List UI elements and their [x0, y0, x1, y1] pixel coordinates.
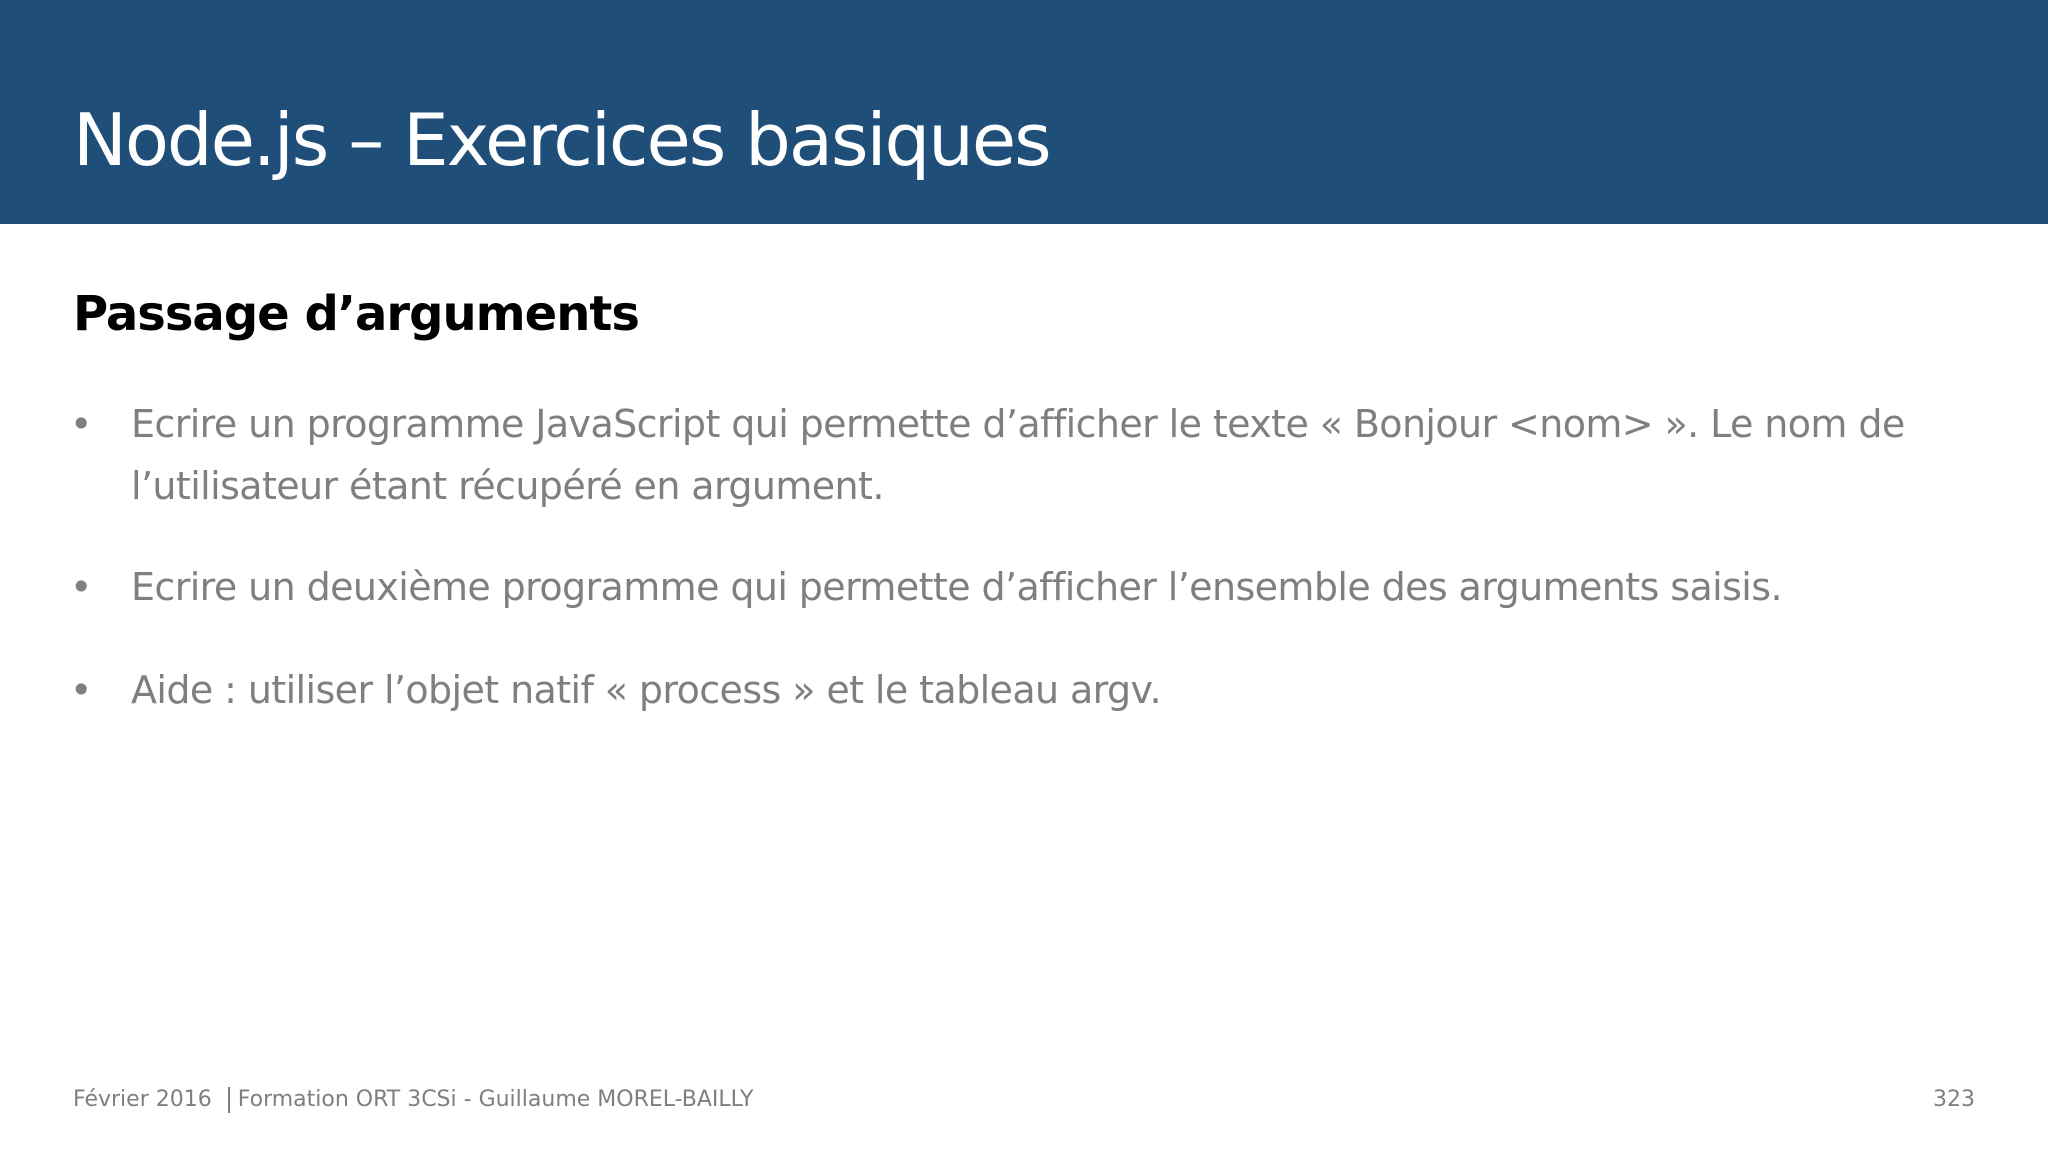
bullet-text: Ecrire un programme JavaScript qui permette d’afficher le texte « Bonjour <nom> ». Le nom de l’utilisateur étant récupéré en argument. — [131, 402, 1905, 508]
footer-divider — [228, 1087, 230, 1113]
bullet-marker: • — [70, 402, 93, 446]
page-number: 323 — [1933, 1087, 1975, 1112]
slide-title: Node.js – Exercices basiques — [73, 98, 1050, 182]
footer-left — [73, 1085, 753, 1115]
footer-course: Formation ORT 3CSi - Guillaume MOREL-BAILLY — [237, 1087, 754, 1112]
bullet-text: Aide : utiliser l’objet natif « process » et le tableau argv. — [131, 668, 1161, 712]
bullet-marker: • — [70, 565, 93, 609]
footer-date: Février 2016 — [73, 1087, 212, 1112]
bullet-text: Ecrire un deuxième programme qui permette d’afficher l’ensemble des arguments saisis. — [131, 565, 1782, 609]
section-heading: Passage d’arguments — [73, 286, 639, 342]
bullet-marker: • — [70, 668, 93, 712]
